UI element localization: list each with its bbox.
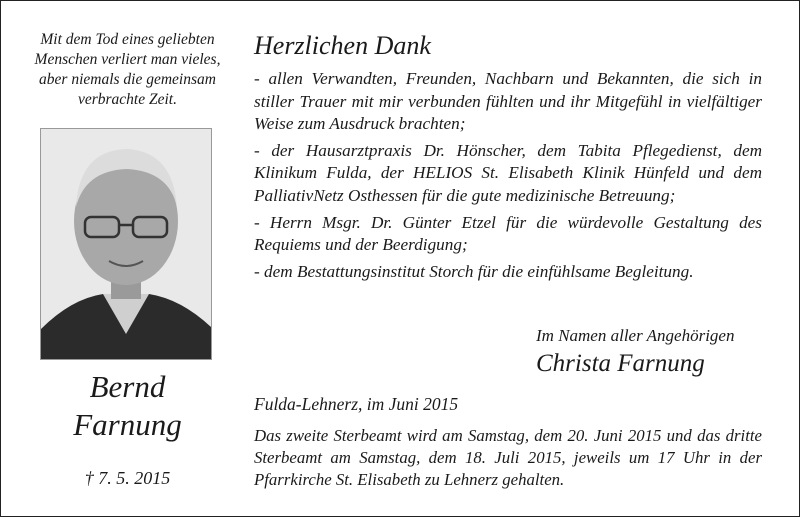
place-date: Fulda-Lehnerz, im Juni 2015 bbox=[254, 394, 459, 414]
thanks-heading: Herzlichen Dank bbox=[254, 31, 431, 60]
thanks-item: - Herrn Msgr. Dr. Günter Etzel für die würdevolle Gestaltung des Requiems und der Beerdigung; bbox=[254, 212, 762, 255]
thanks-item: - der Hausarztpraxis Dr. Hönscher, dem Tabita Pflegedienst, dem Klinikum Fulda, der HELIOS St. Elisabeth Klinik Hünfeld und dem PalliativNetz Osthessen für die gute medizinische Betreuung; bbox=[254, 140, 762, 205]
motto-line: Mit dem Tod eines geliebten bbox=[40, 31, 215, 48]
thanks-item: - dem Bestattungsinstitut Storch für die einfühlsame Begleitung. bbox=[254, 261, 694, 281]
service-notice: Das zweite Sterbeamt wird am Samstag, dem 20. Juni 2015 und das dritte Sterbeamt am Samstag, dem 18. Juli 2015, jeweils um 17 Uhr in der Pfarrkirche St. Elisabeth zu Lehnerz gehalten. bbox=[254, 426, 762, 489]
motto-line: verbrachte Zeit. bbox=[77, 91, 177, 108]
thanks-block bbox=[254, 30, 762, 287]
portrait-photo bbox=[40, 128, 212, 360]
motto-block bbox=[10, 30, 245, 110]
signature-block bbox=[536, 325, 734, 381]
signature-name: Christa Farnung bbox=[536, 350, 705, 377]
motto-line: Menschen verliert man vieles, bbox=[34, 51, 221, 68]
thanks-item: - allen Verwandten, Freunden, Nachbarn und Bekannten, die sich in stiller Trauer mit mir verbunden fühlten und ihr Mitgefühl in vielfältiger Weise zum Ausdruck brachten; bbox=[254, 69, 762, 134]
signature-intro: Im Namen aller Angehörigen bbox=[536, 326, 735, 345]
last-name: Farnung bbox=[73, 407, 182, 442]
motto-line: aber niemals die gemeinsam bbox=[39, 71, 216, 88]
deceased-name bbox=[10, 368, 245, 444]
death-date: † 7. 5. 2015 bbox=[84, 468, 171, 488]
first-name: Bernd bbox=[89, 369, 166, 404]
portrait-icon bbox=[41, 129, 211, 359]
